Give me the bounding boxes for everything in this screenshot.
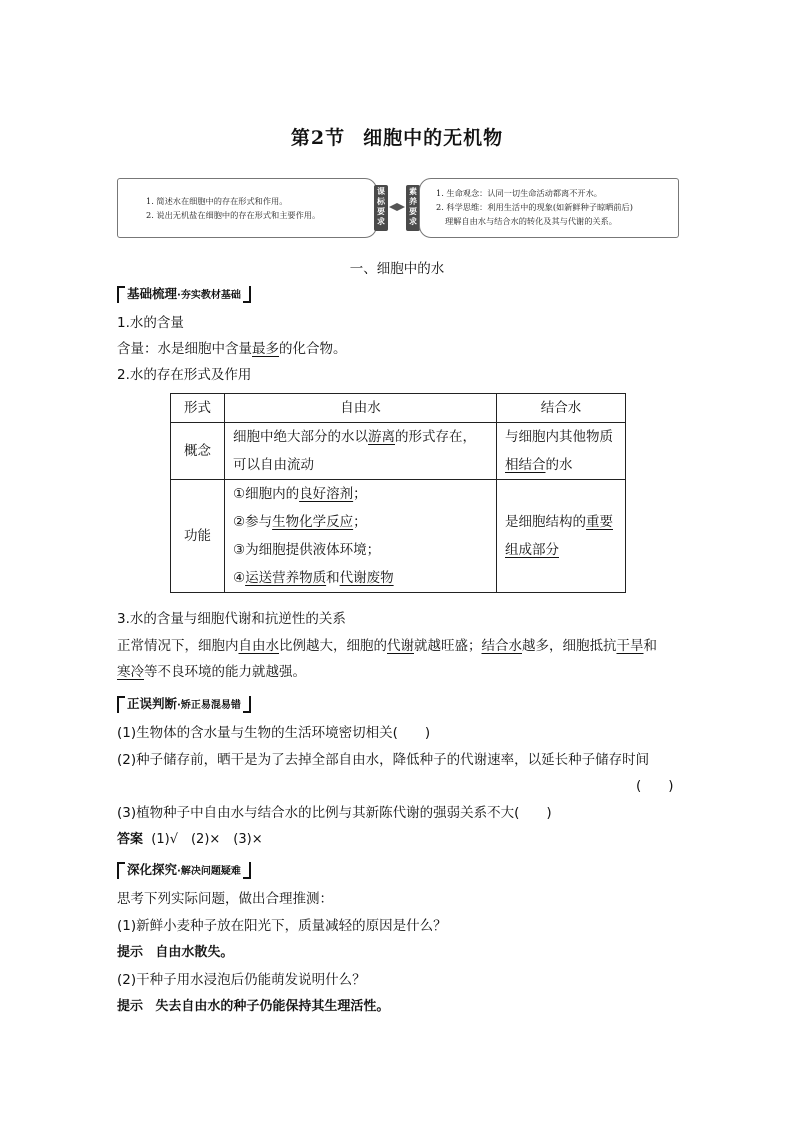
tag-deep-explore: 深化探究·解决问题疑难 [117, 860, 251, 879]
row-label-function: 功能 [171, 480, 225, 593]
section-name: 细胞中的无机物 [363, 127, 504, 149]
table-header: 自由水 [225, 394, 497, 423]
paragraph-metabolism-line2: 寒冷等不良环境的能力就越强。 [117, 664, 306, 680]
section-heading: 一、细胞中的水 [349, 261, 445, 277]
competency-item: 理解自由水与结合水的转化及其与代谢的关系。 [445, 216, 617, 226]
competency-item: 1. 生命观念：认同一切生命活动都离不开水。 [436, 188, 602, 198]
paragraph-metabolism-line1: 正常情况下，细胞内自由水比例越大，细胞的代谢就越旺盛；结合水越多，细胞抵抗干旱和 [117, 638, 657, 654]
explore-question-2: (2)干种子用水浸泡后仍能萌发说明什么？ [117, 972, 366, 988]
tag-true-false: 正误判断·矫正易混易错 [117, 694, 251, 713]
competency-requirements-box [419, 178, 679, 238]
curriculum-item: 1. 简述水在细胞中的存在形式和作用。 [146, 196, 288, 206]
judge-answer: 答案 (1)√ (2)× (3)× [117, 832, 263, 847]
section-number: 第2节 [290, 127, 346, 149]
heading-water-content: 1.水的含量 [117, 315, 184, 331]
bound-water-concept: 与细胞内其他物质 相结合的水 [497, 423, 626, 480]
heading-water-metabolism: 3.水的含量与细胞代谢和抗逆性的关系 [117, 611, 346, 627]
table-header: 结合水 [497, 394, 626, 423]
connector-diamond-icon [389, 203, 405, 211]
competency-item: 2. 科学思维：利用生活中的现象(如新鲜种子晾晒前后) [436, 202, 633, 212]
page-title [0, 123, 794, 150]
row-label-concept: 概念 [171, 423, 225, 480]
tag-basic-review: 基础梳理·夯实教材基础 [117, 284, 251, 303]
explore-hint-1: 提示 自由水散失。 [117, 945, 234, 960]
judge-question-2-paren: ( ) [636, 778, 674, 794]
judge-question-1: (1)生物体的含水量与生物的生活环境密切相关( ) [117, 725, 431, 741]
curriculum-item: 2. 说出无机盐在细胞中的存在形式和主要作用。 [146, 210, 321, 220]
explore-intro: 思考下列实际问题，做出合理推测： [117, 891, 333, 907]
table-header: 形式 [171, 394, 225, 423]
curriculum-label: 课标要求 [374, 185, 388, 231]
free-water-function: ①细胞内的良好溶剂； ②参与生物化学反应； ③为细胞提供液体环境； ④运送营养物质和代谢废物 [225, 480, 497, 593]
curriculum-requirements-box [117, 178, 377, 238]
judge-question-2: (2)种子储存前，晒干是为了去掉全部自由水，降低种子的代谢速率，以延长种子储存时间 [117, 752, 650, 768]
water-forms-table [170, 393, 626, 593]
heading-water-forms: 2.水的存在形式及作用 [117, 367, 252, 383]
explore-question-1: (1)新鲜小麦种子放在阳光下，质量减轻的原因是什么？ [117, 918, 447, 934]
bound-water-function: 是细胞结构的重要 组成部分 [497, 480, 626, 593]
explore-hint-2: 提示 失去自由水的种子仍能保持其生理活性。 [117, 999, 390, 1014]
judge-question-3: (3)植物种子中自由水与结合水的比例与其新陈代谢的强弱关系不大( ) [117, 805, 552, 821]
free-water-concept: 细胞中绝大部分的水以游离的形式存在， 可以自由流动 [225, 423, 497, 480]
paragraph-water-content: 含量：水是细胞中含量最多的化合物。 [117, 341, 347, 357]
competency-label: 素养要求 [406, 185, 420, 231]
